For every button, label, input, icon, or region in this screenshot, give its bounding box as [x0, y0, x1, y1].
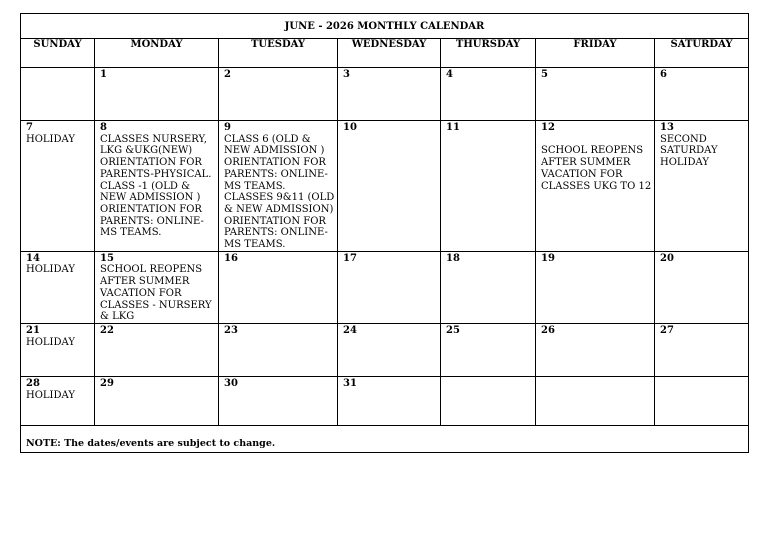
day-cell	[21, 68, 95, 121]
weekday-header-row	[21, 39, 749, 68]
calendar-note: NOTE: The dates/events are subject to change.	[21, 425, 749, 452]
weekday-friday: FRIDAY	[536, 39, 655, 68]
day-cell	[655, 121, 749, 252]
week-row	[21, 68, 749, 121]
day-cell	[441, 323, 536, 376]
day-cell	[536, 251, 655, 323]
day-cell	[21, 251, 95, 323]
day-cell	[95, 251, 219, 323]
day-cell	[21, 323, 95, 376]
day-number: 24	[343, 324, 357, 336]
day-event: CLASS 6 (OLD & NEW ADMISSION ) ORIENTATION FOR PARENTS: ONLINE-MS TEAMS. CLASSES 9&11 (OLD & NEW ADMISSION) ORIENTATION FOR PARENTS: ONLINE-MS TEAMS.	[224, 133, 335, 251]
day-number: 29	[100, 377, 114, 389]
day-number: 19	[541, 252, 555, 264]
day-cell	[441, 251, 536, 323]
day-cell	[536, 323, 655, 376]
day-cell	[655, 376, 749, 425]
day-number: 13	[660, 122, 674, 133]
day-number: 5	[541, 69, 548, 80]
day-cell	[338, 251, 441, 323]
day-cell	[95, 68, 219, 121]
day-cell	[95, 121, 219, 252]
day-cell	[95, 376, 219, 425]
day-number: 16	[224, 252, 238, 264]
day-cell	[655, 68, 749, 121]
day-number: 6	[660, 69, 667, 80]
day-number: 21	[26, 324, 40, 336]
day-event: HOLIDAY	[26, 133, 75, 145]
day-cell	[655, 323, 749, 376]
day-event: CLASSES NURSERY, LKG &UKG(NEW) ORIENTATION FOR PARENTS-PHYSICAL. CLASS -1 (OLD & NEW ADMISSION ) ORIENTATION FOR PARENTS: ONLINE-MS TEAMS.	[100, 133, 212, 239]
day-number: 12	[541, 122, 555, 133]
day-cell	[338, 121, 441, 252]
day-cell	[441, 121, 536, 252]
weekday-thursday: THURSDAY	[441, 39, 536, 68]
day-number: 23	[224, 324, 238, 336]
day-cell	[655, 251, 749, 323]
day-number: 31	[343, 377, 357, 389]
day-cell	[536, 121, 655, 252]
day-cell	[536, 376, 655, 425]
day-cell	[338, 323, 441, 376]
week-row	[21, 251, 749, 323]
week-row	[21, 121, 749, 252]
day-number: 25	[446, 324, 460, 336]
day-cell	[219, 121, 338, 252]
day-cell	[219, 376, 338, 425]
day-number: 14	[26, 252, 40, 264]
weekday-wednesday: WEDNESDAY	[338, 39, 441, 68]
day-cell	[338, 68, 441, 121]
day-event: HOLIDAY	[26, 336, 75, 348]
day-number: 11	[446, 122, 460, 133]
day-event: SECOND SATURDAY HOLIDAY	[660, 133, 718, 169]
weekday-monday: MONDAY	[95, 39, 219, 68]
day-cell	[338, 376, 441, 425]
day-number: 1	[100, 69, 107, 80]
calendar-weeks	[21, 68, 749, 426]
weekday-saturday: SATURDAY	[655, 39, 749, 68]
day-number: 30	[224, 377, 238, 389]
week-row	[21, 376, 749, 425]
weekday-sunday: SUNDAY	[21, 39, 95, 68]
day-cell	[21, 121, 95, 252]
day-number: 7	[26, 122, 33, 133]
day-number: 9	[224, 122, 231, 133]
day-number: 10	[343, 122, 357, 133]
day-event: SCHOOL REOPENS AFTER SUMMER VACATION FOR CLASSES - NURSERY & LKG	[100, 264, 212, 323]
day-number: 4	[446, 69, 453, 80]
day-cell	[219, 68, 338, 121]
day-number: 27	[660, 324, 674, 336]
weekday-tuesday: TUESDAY	[219, 39, 338, 68]
day-cell	[441, 68, 536, 121]
day-cell	[536, 68, 655, 121]
day-number: 26	[541, 324, 555, 336]
day-event: HOLIDAY	[26, 389, 75, 401]
calendar-title: JUNE - 2026 MONTHLY CALENDAR	[21, 14, 749, 39]
day-number: 17	[343, 252, 357, 264]
day-cell	[95, 323, 219, 376]
day-number: 8	[100, 122, 107, 133]
week-row	[21, 323, 749, 376]
day-number: 3	[343, 69, 350, 80]
day-event: SCHOOL REOPENS AFTER SUMMER VACATION FOR CLASSES UKG TO 12	[541, 145, 652, 192]
day-number: 22	[100, 324, 114, 336]
day-cell	[21, 376, 95, 425]
day-cell	[219, 323, 338, 376]
day-number: 2	[224, 69, 231, 80]
day-cell	[219, 251, 338, 323]
day-number: 15	[100, 252, 114, 264]
day-event: HOLIDAY	[26, 264, 75, 276]
monthly-calendar	[20, 13, 749, 453]
day-number: 18	[446, 252, 460, 264]
day-number: 20	[660, 252, 674, 264]
day-number: 28	[26, 377, 40, 389]
day-cell	[441, 376, 536, 425]
